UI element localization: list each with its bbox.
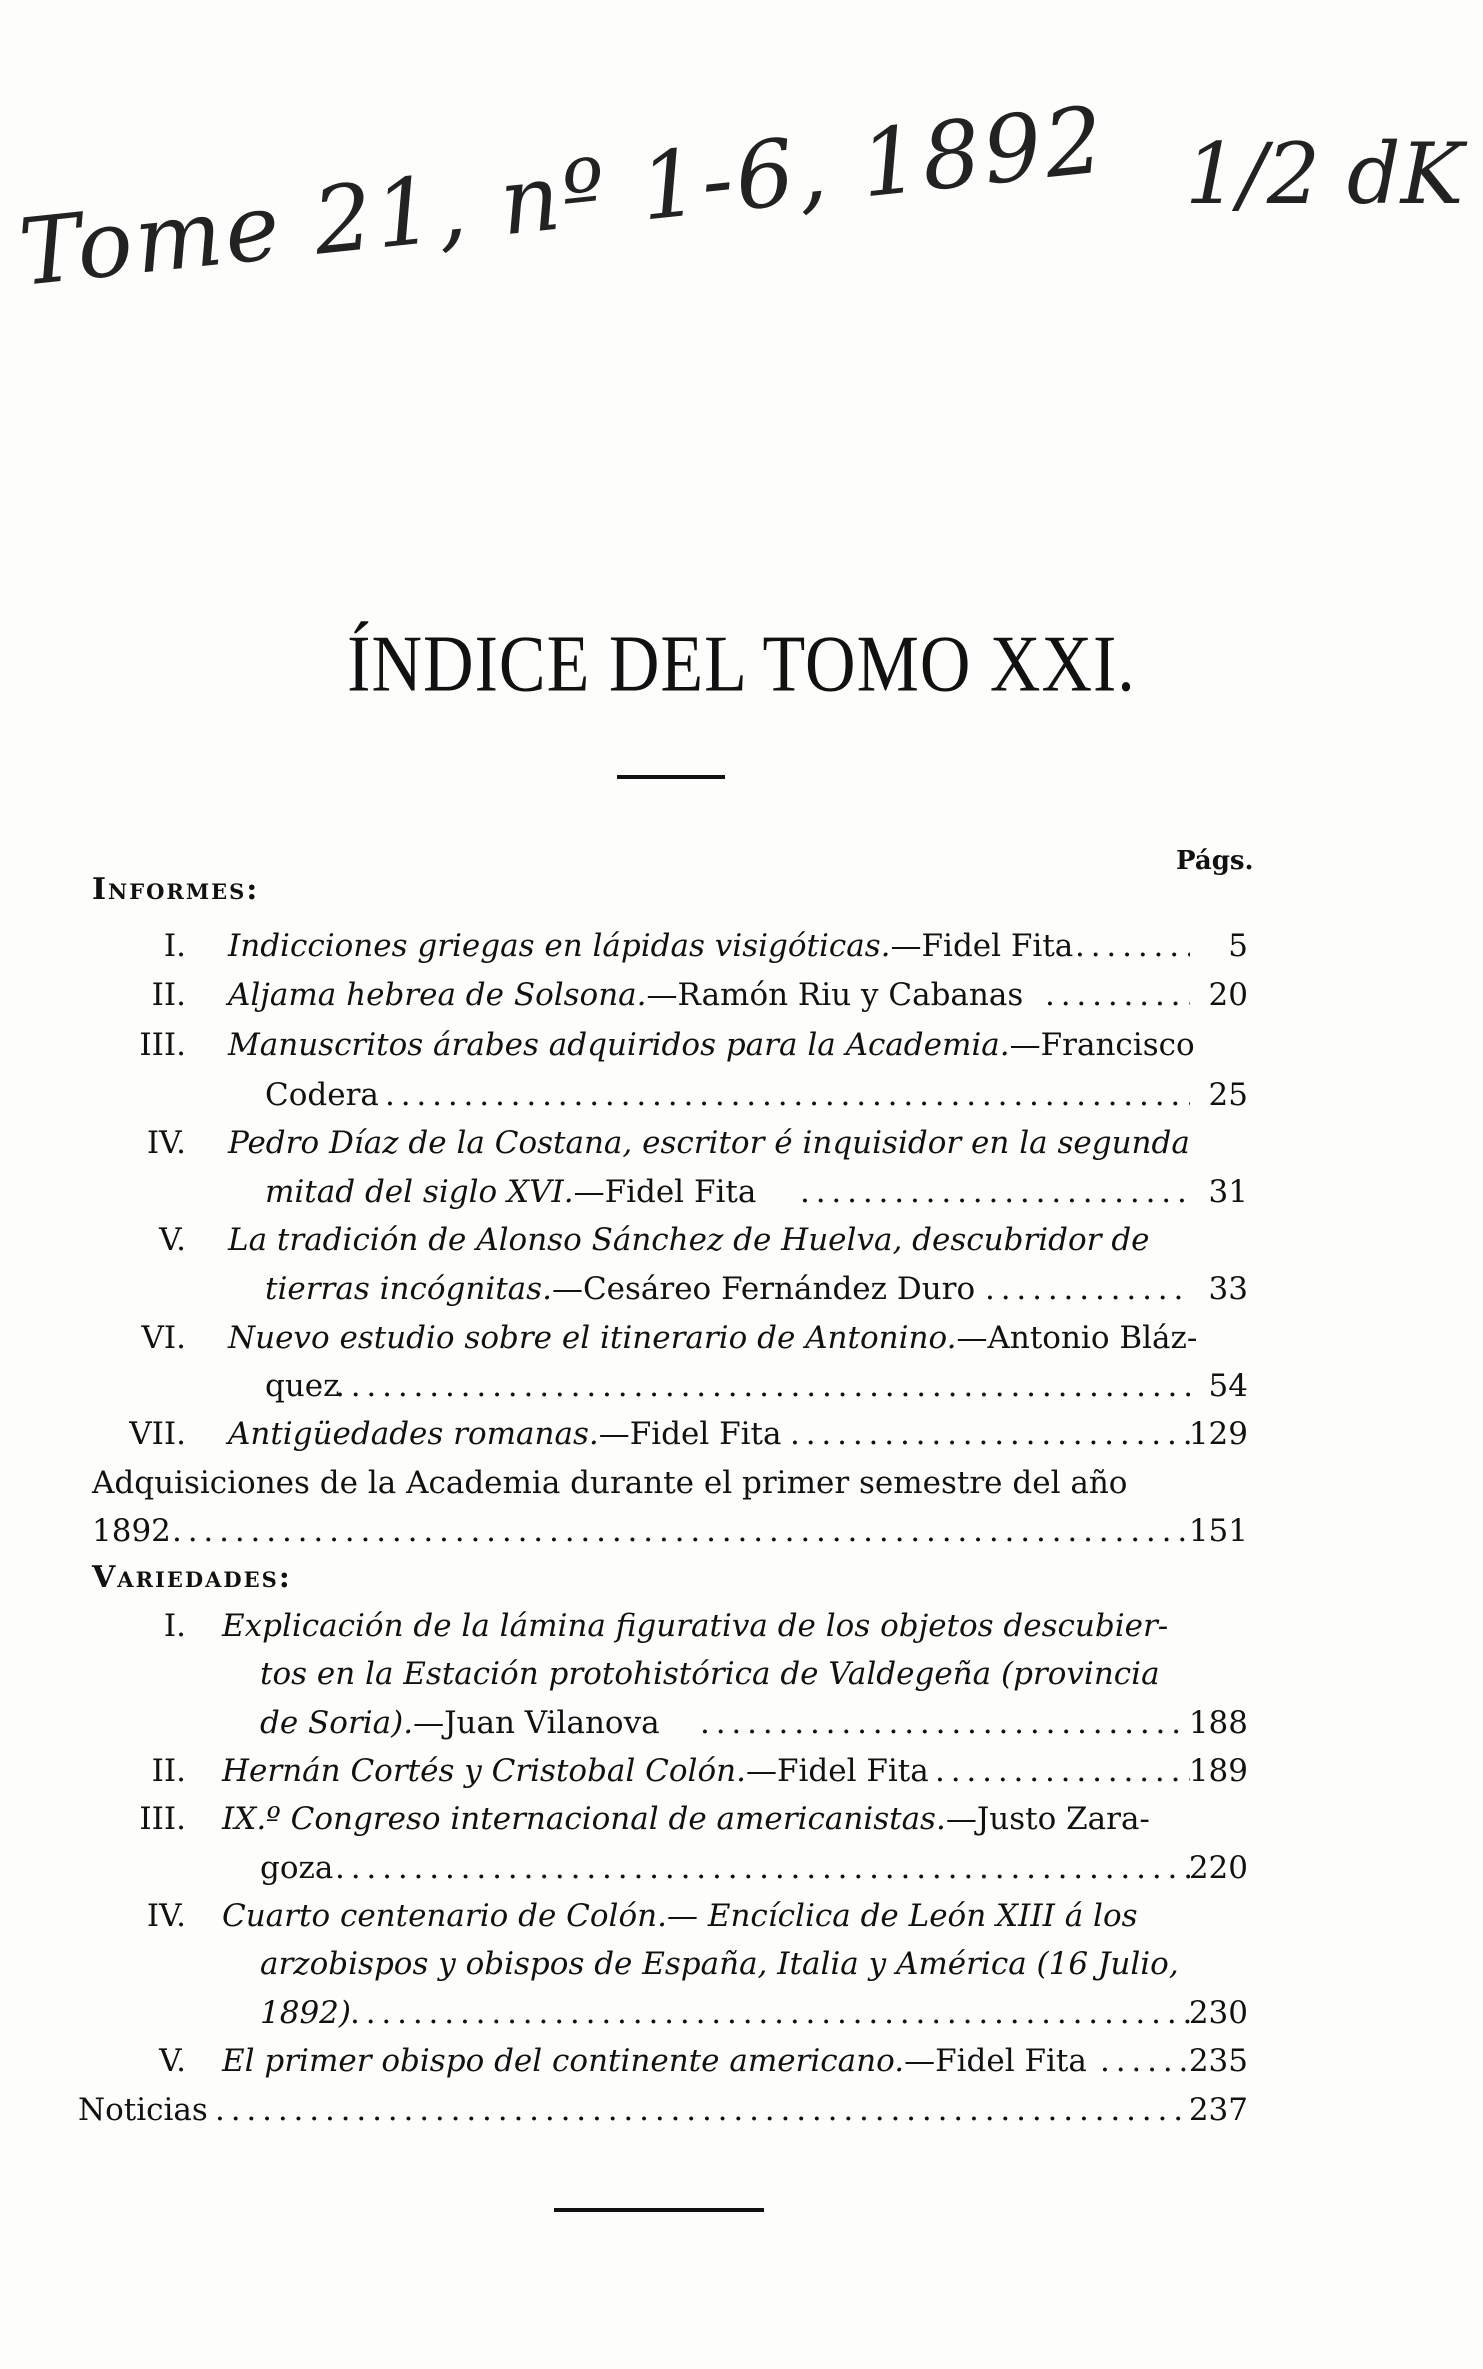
entry-number: III. xyxy=(139,1801,186,1837)
entry-number: V. xyxy=(159,2043,186,2079)
pages-column-label: Págs. xyxy=(1176,846,1254,876)
entry-page: 189 xyxy=(1188,1753,1248,1789)
leader-dots xyxy=(800,1174,1190,1210)
entry-title: El primer obispo del continente americano. xyxy=(222,2043,905,2079)
entry-title: Manuscritos árabes adquiridos para la Academia. xyxy=(228,1027,1010,1063)
entry-page: 20 xyxy=(1208,977,1248,1013)
toc-entry xyxy=(0,1222,1483,1266)
entry-title-continuation: mitad del siglo XVI. xyxy=(265,1174,574,1210)
leader-dots xyxy=(935,1753,1190,1789)
entry-author: —Justo Zara- xyxy=(945,1801,1150,1837)
entry-title: Aljama hebrea de Solsona. xyxy=(228,977,647,1013)
leader-dots xyxy=(1075,928,1190,964)
entry-author: —Fidel Fita xyxy=(890,928,1074,964)
entry-page: 220 xyxy=(1188,1850,1248,1886)
entry-author: —Juan Vilanova xyxy=(413,1705,660,1741)
entry-author: —Fidel Fita xyxy=(573,1174,757,1210)
section-heading-informes: Informes: xyxy=(92,872,260,907)
entry-page: 188 xyxy=(1188,1705,1248,1741)
entry-title-continuation: arzobispos y obispos de España, Italia y América (16 Julio, xyxy=(260,1946,1179,1982)
entry-number: VI. xyxy=(141,1320,186,1356)
leader-dots xyxy=(1045,977,1190,1013)
entry-page: 151 xyxy=(1188,1513,1248,1549)
entry-author: —Antonio Bláz- xyxy=(956,1320,1198,1356)
toc-entry xyxy=(0,1320,1483,1364)
toc-entry xyxy=(0,1753,1483,1797)
end-rule xyxy=(554,2208,764,2212)
entry-page: 129 xyxy=(1188,1416,1248,1452)
entry-author: —Cesáreo Fernández Duro xyxy=(551,1271,976,1307)
leader-dots xyxy=(790,1416,1190,1452)
leader-dots xyxy=(335,1850,1190,1886)
entry-title: IX.º Congreso internacional de americanistas. xyxy=(222,1801,946,1837)
entry-number: I. xyxy=(163,928,186,964)
entry-page: 235 xyxy=(1188,2043,1248,2079)
section-heading-variedades: Variedades: xyxy=(92,1560,292,1595)
toc-entry xyxy=(0,1898,1483,1942)
toc-entry xyxy=(0,1608,1483,1652)
entry-number: IV. xyxy=(146,1125,186,1161)
entry-title: Antigüedades romanas. xyxy=(228,1416,599,1452)
leader-dots xyxy=(350,1995,1190,2031)
leader-dots xyxy=(700,1705,1190,1741)
toc-entry-noticias xyxy=(0,2092,1483,2136)
entry-title: Nuevo estudio sobre el itinerario de Antonino. xyxy=(228,1320,957,1356)
entry-title: Noticias xyxy=(78,2092,208,2128)
toc-entry xyxy=(0,1027,1483,1071)
entry-page: 237 xyxy=(1188,2092,1248,2128)
leader-dots xyxy=(172,1513,1190,1549)
entry-number: VII. xyxy=(129,1416,186,1452)
toc-entry xyxy=(0,977,1483,1021)
entry-author: —Fidel Fita xyxy=(904,2043,1087,2079)
entry-page: 31 xyxy=(1208,1174,1248,1210)
entry-continuation: 1892 xyxy=(92,1513,171,1549)
leader-dots xyxy=(385,1077,1190,1113)
entry-number: II. xyxy=(151,977,186,1013)
toc-entry xyxy=(0,2043,1483,2087)
entry-author: —Fidel Fita xyxy=(598,1416,782,1452)
entry-number: IV. xyxy=(146,1898,186,1934)
entry-continuation: goza xyxy=(260,1850,334,1886)
entry-author: —Ramón Riu y Cabanas xyxy=(646,977,1024,1013)
entry-page: 33 xyxy=(1208,1271,1248,1307)
entry-page: 230 xyxy=(1188,1995,1248,2031)
entry-title: Adquisiciones de la Academia durante el primer semestre del año xyxy=(92,1465,1128,1501)
entry-author: —Fidel Fita xyxy=(745,1753,929,1789)
entry-title: Cuarto centenario de Colón.— Encíclica de León XIII á los xyxy=(222,1898,1138,1934)
leader-dots xyxy=(215,2092,1190,2128)
entry-title: La tradición de Alonso Sánchez de Huelva, descubridor de xyxy=(228,1222,1150,1258)
leader-dots xyxy=(985,1271,1190,1307)
entry-number: V. xyxy=(159,1222,186,1258)
entry-page: 54 xyxy=(1208,1368,1248,1404)
entry-continuation: quez xyxy=(265,1368,340,1404)
entry-page: 25 xyxy=(1208,1077,1248,1113)
entry-title-continuation: de Soria). xyxy=(260,1705,414,1741)
entry-number: III. xyxy=(139,1027,186,1063)
entry-page: 5 xyxy=(1228,928,1248,964)
toc-entry-adquisiciones xyxy=(0,1465,1483,1509)
entry-author: —Francisco xyxy=(1009,1027,1195,1063)
entry-title: Hernán Cortés y Cristobal Colón. xyxy=(222,1753,746,1789)
entry-title-continuation: 1892) xyxy=(260,1995,351,2031)
title-rule xyxy=(617,775,725,779)
entry-title: Indicciones griegas en lápidas visigóticas. xyxy=(228,928,891,964)
leader-dots xyxy=(1100,2043,1190,2079)
handwritten-volume-note: Tome 21, nº 1-6, 1892 xyxy=(14,86,1112,307)
toc-entry xyxy=(0,1125,1483,1169)
entry-title-continuation: tierras incógnitas. xyxy=(265,1271,552,1307)
toc-entry xyxy=(0,1801,1483,1845)
toc-entry xyxy=(0,928,1483,972)
entry-title: Explicación de la lámina figurativa de los objetos descubier- xyxy=(222,1608,1169,1644)
entry-number: II. xyxy=(151,1753,186,1789)
toc-entry xyxy=(0,1416,1483,1460)
entry-title: Pedro Díaz de la Costana, escritor é inquisidor en la segunda xyxy=(228,1125,1190,1161)
handwritten-shelf-note: 1/2 dK xyxy=(1185,125,1464,223)
entry-number: I. xyxy=(163,1608,186,1644)
page-title: ÍNDICE DEL TOMO XXI. xyxy=(347,620,1136,709)
leader-dots xyxy=(335,1368,1190,1404)
entry-continuation: Codera xyxy=(265,1077,379,1113)
entry-title-continuation: tos en la Estación protohistórica de Valdegeña (provincia xyxy=(260,1656,1160,1692)
